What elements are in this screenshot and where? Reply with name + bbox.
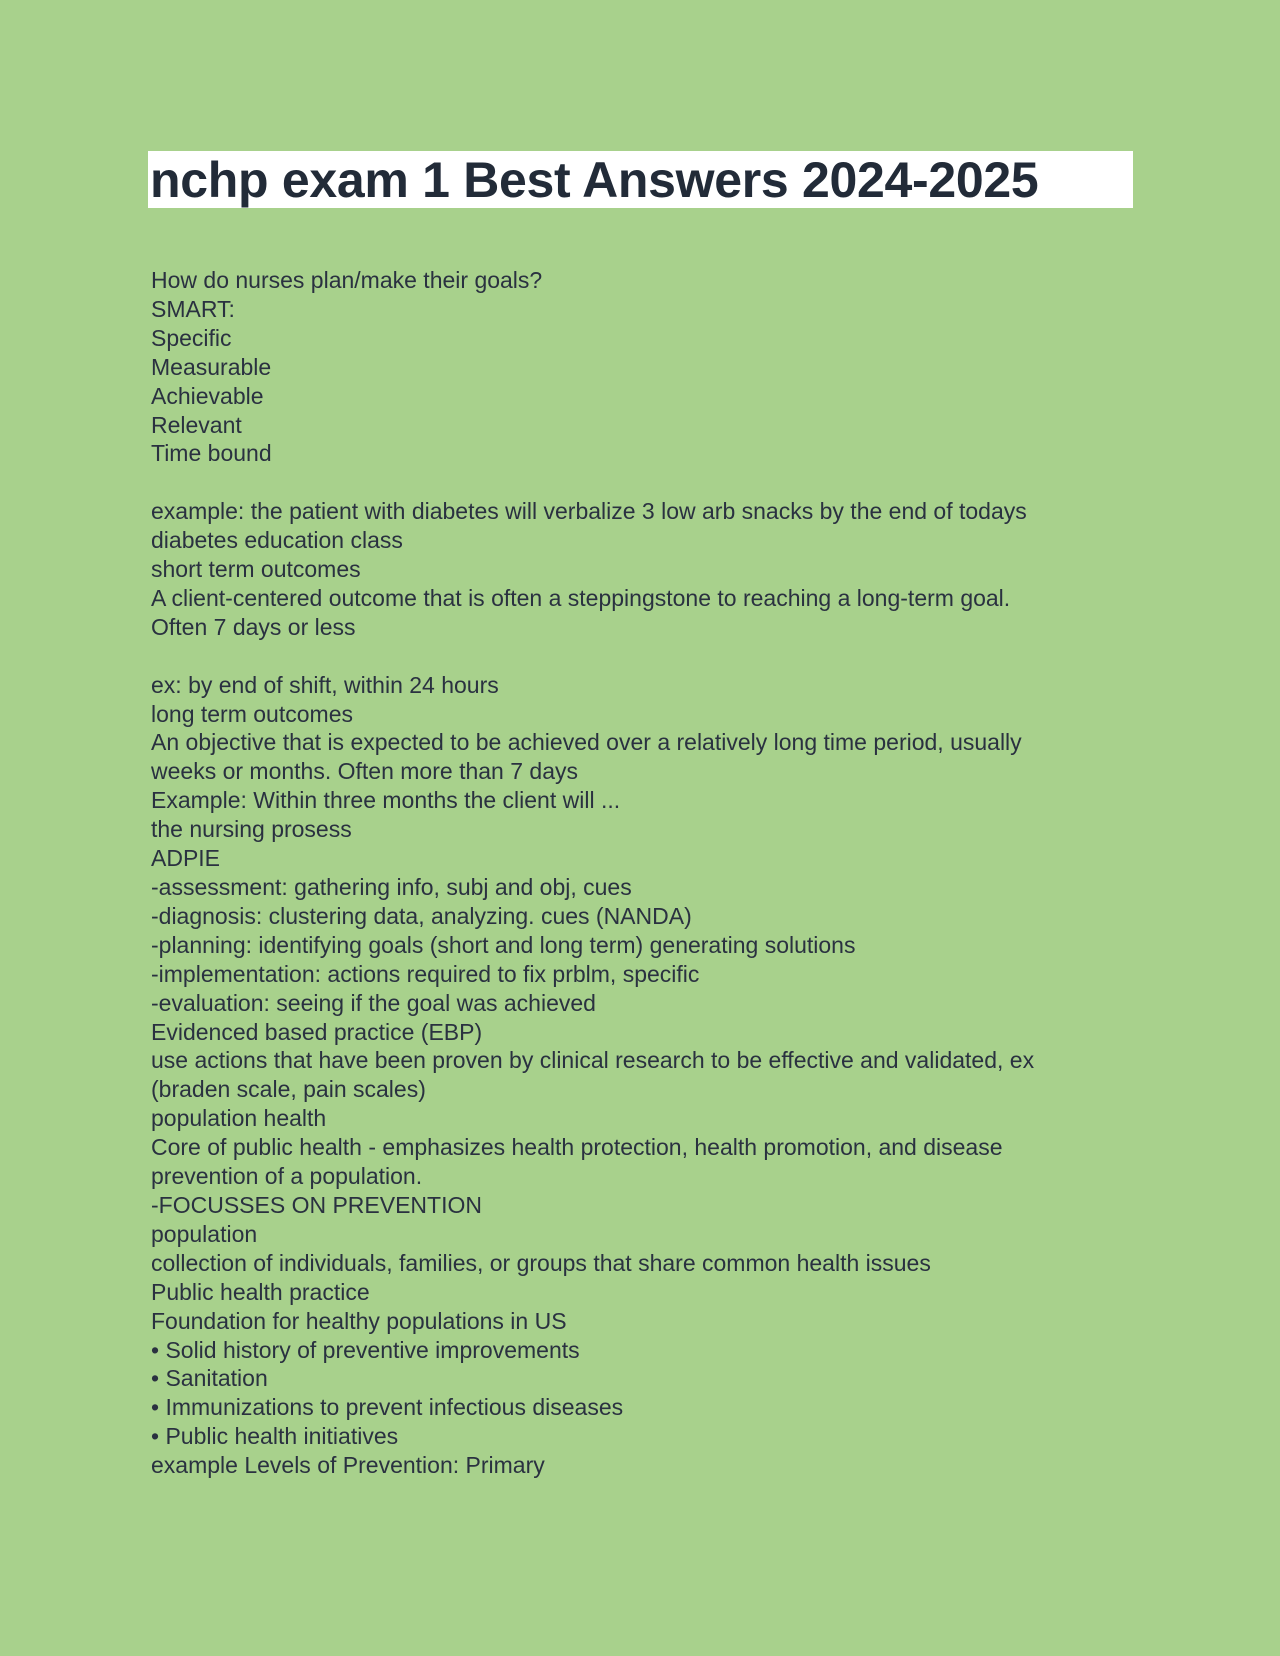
title-banner [148,151,1133,208]
bullet-item: • Immunizations to prevent infectious diseases [151,1394,624,1421]
text-line: -diagnosis: clustering data, analyzing. cues (NANDA) [151,902,692,929]
bullet-item: • Public health initiatives [151,1423,399,1450]
text-line: short term outcomes [151,556,361,583]
document-body [151,266,1131,1480]
page-title: nchp exam 1 Best Answers 2024-2025 [150,152,1039,208]
text-line: Public health practice [151,1278,370,1305]
text-line: ADPIE [151,845,221,872]
text-line: -FOCUSSES ON PREVENTION [151,1191,482,1218]
text-line: Specific [151,324,232,351]
text-line: Measurable [151,353,272,380]
text-line: use actions that have been proven by clinical research to be effective and validated, ex [151,1047,1035,1074]
text-line: weeks or months. Often more than 7 days [151,758,578,785]
text-line: How do nurses plan/make their goals? [151,267,543,293]
text-line: example: the patient with diabetes will verbalize 3 low arb snacks by the end of todays [151,498,1027,525]
text-line: Time bound [151,440,272,467]
text-line: diabetes education class [151,527,403,554]
text-line: Relevant [151,411,242,438]
blank-line [151,642,1131,671]
text-line: -evaluation: seeing if the goal was achieved [151,989,596,1016]
text-line: ex: by end of shift, within 24 hours [151,671,499,698]
text-line: prevention of a population. [151,1163,423,1190]
text-line: population [151,1220,258,1247]
text-line: the nursing prosess [151,816,352,843]
text-line: Often 7 days or less [151,613,356,640]
text-line: -implementation: actions required to fix prblm, specific [151,960,700,987]
text-line: (braden scale, pain scales) [151,1076,426,1103]
text-line: example Levels of Prevention: Primary [151,1452,545,1479]
bullet-item: • Sanitation [151,1365,268,1392]
text-line: Evidenced based practice (EBP) [151,1018,483,1045]
text-line: population health [151,1105,327,1132]
text-line: A client-centered outcome that is often a steppingstone to reaching a long-term goal. [151,584,1011,611]
text-line: Example: Within three months the client will ... [151,787,621,814]
text-line: Core of public health - emphasizes health protection, health promotion, and disease [151,1134,1003,1161]
text-line: SMART: [151,295,235,322]
text-line: long term outcomes [151,700,353,727]
text-line: -assessment: gathering info, subj and obj, cues [151,874,632,900]
text-line: Foundation for healthy populations in US [151,1307,567,1334]
text-line: -planning: identifying goals (short and long term) generating solutions [151,931,856,958]
text-line: An objective that is expected to be achieved over a relatively long time period, usually [151,729,1022,756]
bullet-item: • Solid history of preventive improvements [151,1336,580,1363]
text-line: collection of individuals, families, or groups that share common health issues [151,1249,931,1276]
text-line: Achievable [151,382,264,409]
blank-line [151,468,1131,497]
